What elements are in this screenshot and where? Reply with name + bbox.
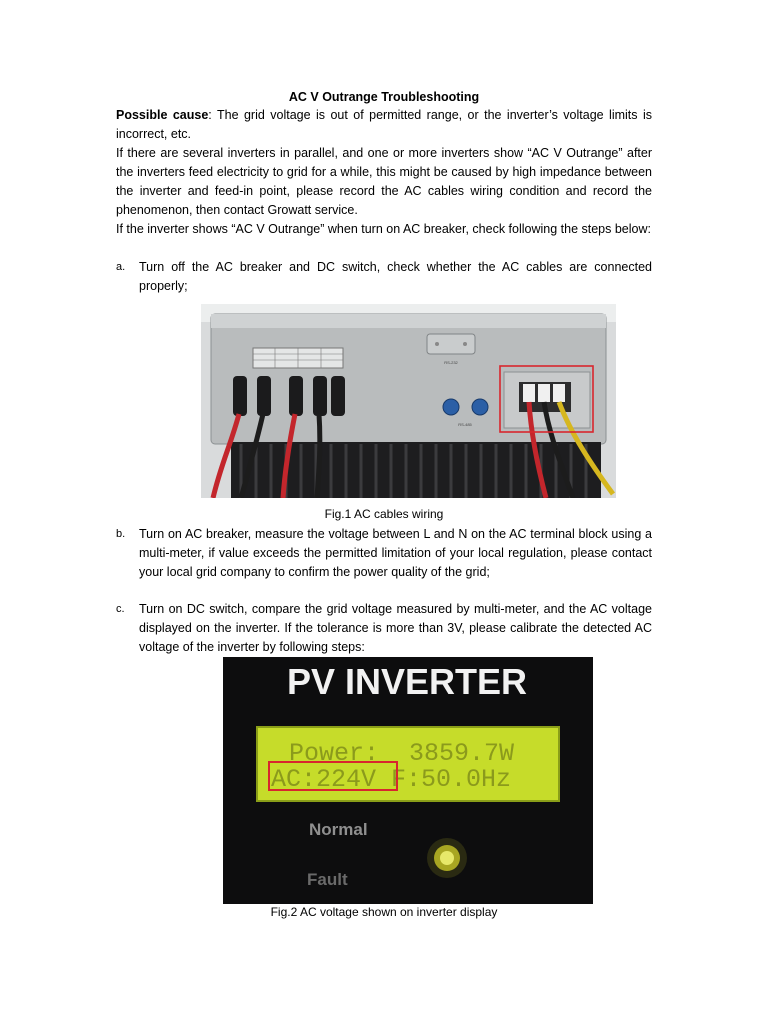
lcd-ac-voltage: AC:224V <box>271 765 377 794</box>
lcd-power-line: Power: 3859.7W <box>289 739 515 768</box>
rs232-label: RS-232 <box>444 360 458 365</box>
fault-label: Fault <box>307 870 348 889</box>
page-title: AC V Outrange Troubleshooting <box>288 90 480 104</box>
rs485-label: RS-485 <box>458 422 472 427</box>
pv-inverter-header: PV INVERTER <box>286 661 528 702</box>
possible-cause-label: Possible cause <box>116 108 209 122</box>
step-b <box>116 525 652 582</box>
step-c <box>116 600 652 657</box>
fig2-caption: Fig.2 AC voltage shown on inverter display <box>270 905 498 919</box>
fig1-caption: Fig.1 AC cables wiring <box>324 507 444 521</box>
ac-breaker-paragraph: If the inverter shows “AC V Outrange” when turn on AC breaker, check following the steps below: <box>116 222 651 236</box>
step-a <box>116 258 652 296</box>
step-text: Turn on DC switch, compare the grid voltage measured by multi-meter, and the AC voltage displayed on the inverter. If the tolerance is more than 3V, please calibrate the detected AC voltage of the inverter by following steps: <box>139 602 652 654</box>
possible-cause-text: : The grid voltage is out of permitted range, or the inverter’s voltage limits is incorrect, etc. <box>116 108 652 141</box>
normal-label: Normal <box>309 820 368 839</box>
ac-cables-wiring-photo <box>201 304 616 498</box>
parallel-inverters-paragraph: If there are several inverters in parallel, and one or more inverters show “AC V Outrange” after the inverters feed electricity to grid for a while, this might be caused by high impedance between the inverter and feed-in point, please record the AC cables wiring condition and record the phenomenon, then contact Growatt service. <box>116 146 652 217</box>
step-text: Turn off the AC breaker and DC switch, check whether the AC cables are connected properly; <box>139 260 652 293</box>
step-text: Turn on AC breaker, measure the voltage between L and N on the AC terminal block using a multi-meter, if value exceeds the permitted limitation of your local regulation, please contact your local grid company to confirm the power quality of the grid; <box>139 527 652 579</box>
lcd-frequency: F:50.0Hz <box>376 765 512 794</box>
possible-cause-paragraph <box>116 106 652 144</box>
step-marker: c. <box>116 603 125 615</box>
inverter-display-photo <box>223 657 593 904</box>
step-marker: a. <box>116 261 126 273</box>
step-marker: b. <box>116 528 126 540</box>
